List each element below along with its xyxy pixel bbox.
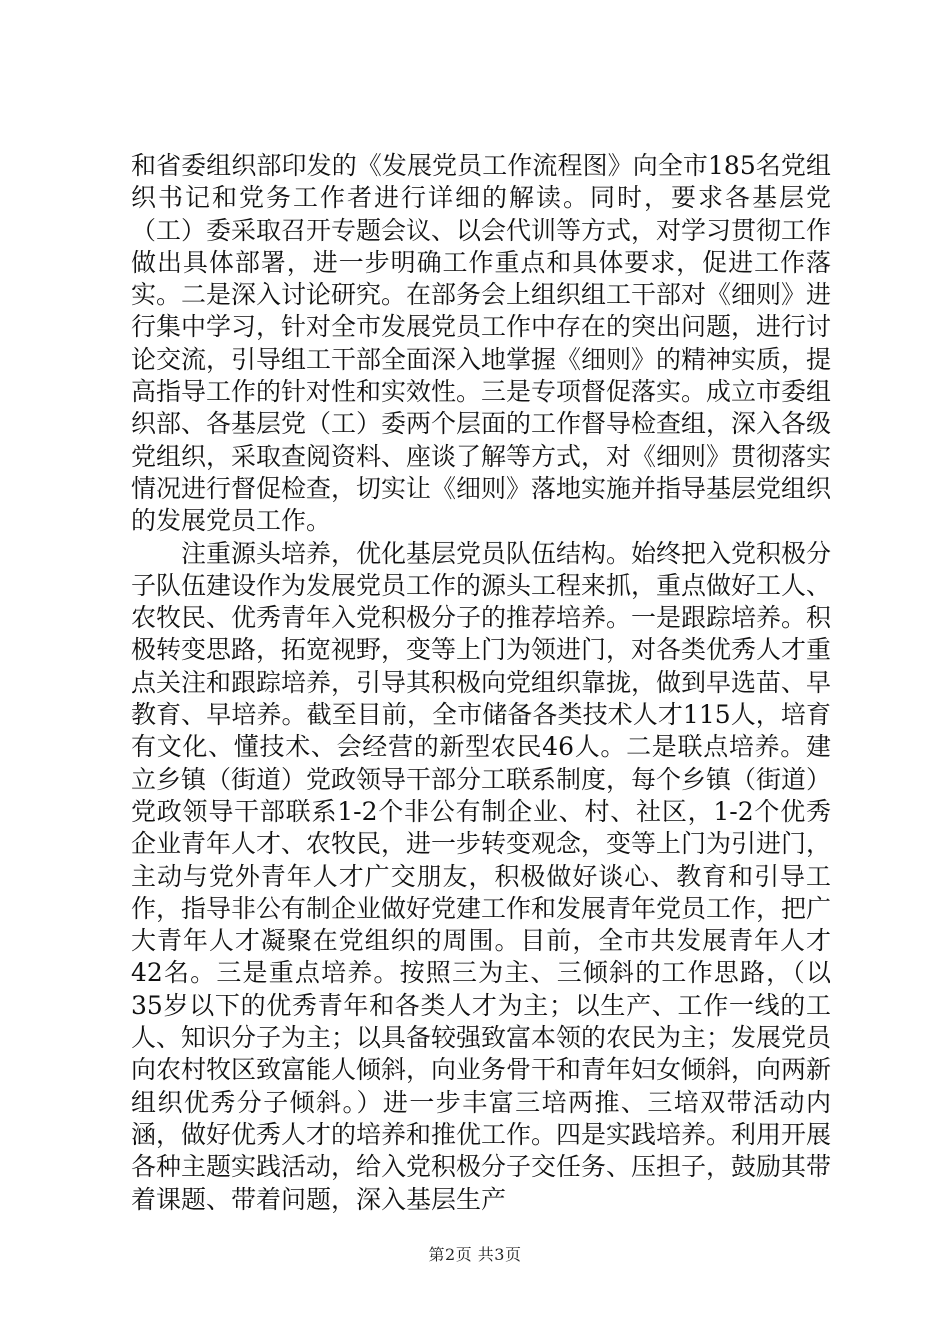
document-body — [131, 150, 831, 1216]
paragraph-continuation: 和省委组织部印发的《发展党员工作流程图》向全市185名党组织书记和党务工作者进行详细的解读。同时，要求各基层党（工）委采取召开专题会议、以会代训等方式，对学习贯彻工作做出具体部署，进一步明确工作重点和具体要求，促进工作落实。二是深入讨论研究。在部务会上组织组工干部对《细则》进行集中学习，针对全市发展党员工作中存在的突出问题，进行讨论交流，引导组工干部全面深入地掌握《细则》的精神实质，提高指导工作的针对性和实效性。三是专项督促落实。成立市委组织部、各基层党（工）委两个层面的工作督导检查组，深入各级党组织，采取查阅资料、座谈了解等方式，对《细则》贯彻落实情况进行督促检查，切实让《细则》落地实施并指导基层党组织的发展党员工作。 — [131, 151, 832, 536]
paragraph-source-training: 注重源头培养，优化基层党员队伍结构。始终把入党积极分子队伍建设作为发展党员工作的源头工程来抓，重点做好工人、农牧民、优秀青年入党积极分子的推荐培养。一是跟踪培养。积极转变思路，拓宽视野，变等上门为领进门，对各类优秀人才重点关注和跟踪培养，引导其积极向党组织靠拢，做到早选苗、早教育、早培养。截至目前，全市储备各类技术人才115人，培育有文化、懂技术、会经营的新型农民46人。二是联点培养。建立乡镇（街道）党政领导干部分工联系制度，每个乡镇（街道）党政领导干部联系1-2个非公有制企业、村、社区，1-2个优秀企业青年人才、农牧民，进一步转变观念，变等上门为引进门，主动与党外青年人才广交朋友，积极做好谈心、教育和引导工作，指导非公有制企业做好党建工作和发展青年党员工作，把广大青年人才凝聚在党组织的周围。目前，全市共发展青年人才42名。三是重点培养。按照三为主、三倾斜的工作思路，（以35岁以下的优秀青年和各类人才为主；以生产、工作一线的工人、知识分子为主；以具备较强致富本领的农民为主；发展党员向农村牧区致富能人倾斜，向业务骨干和青年妇女倾斜，向两新组织优秀分子倾斜。）进一步丰富三培两推、三培双带活动内涵，做好优秀人才的培养和推优工作。四是实践培养。利用开展各种主题实践活动，给入党积极分子交任务、压担子，鼓励其带着课题、带着问题，深入基层生产 — [131, 538, 832, 1214]
page-number-footer: 第2页 共3页 — [428, 1245, 522, 1264]
